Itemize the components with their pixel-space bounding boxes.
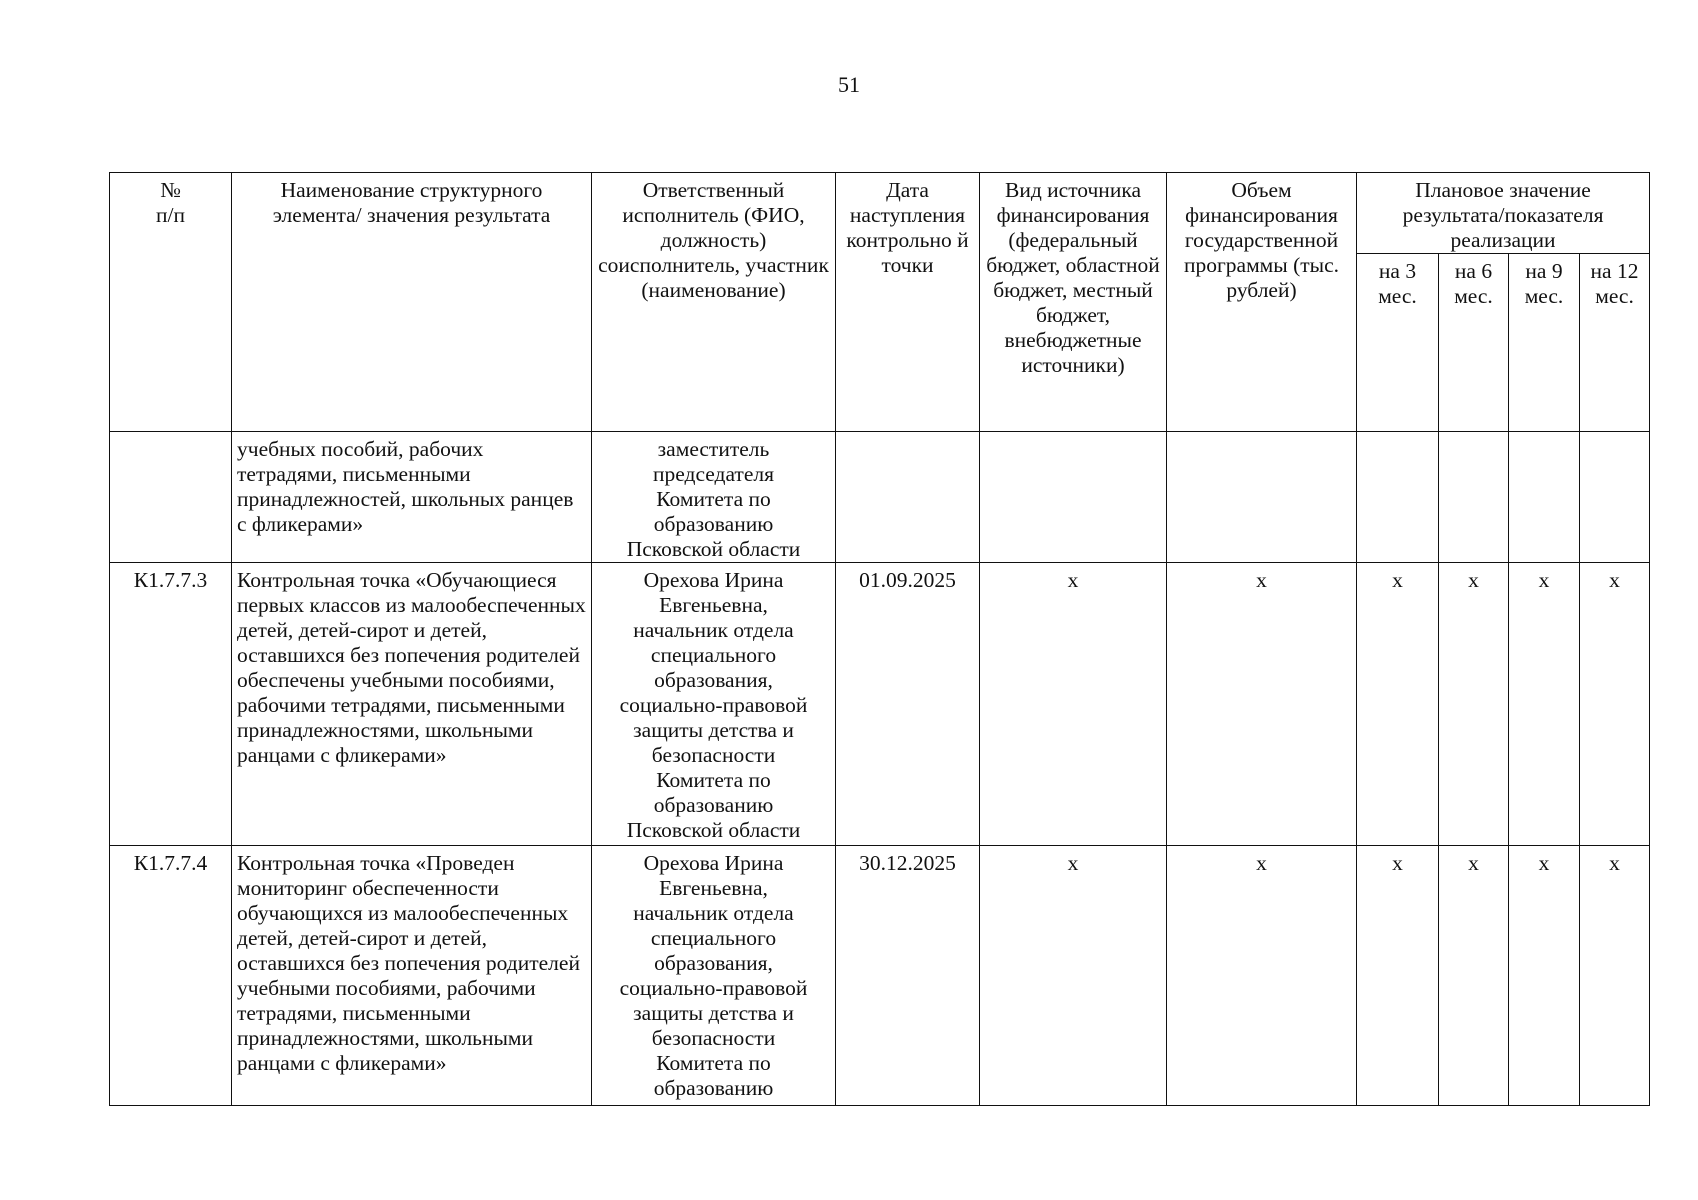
cell-date: 01.09.2025 (836, 563, 980, 846)
cell-volume: х (1167, 563, 1357, 846)
cell-m12 (1580, 432, 1650, 563)
cell-m9: х (1509, 846, 1580, 1106)
header-source: Вид источника финансирования (федеральный бюджет, областной бюджет, местный бюджет, внебюджетные источники) (980, 173, 1167, 432)
table-row (110, 563, 1650, 846)
table-row (110, 432, 1650, 563)
header-responsible: Ответственный исполнитель (ФИО, должность) соисполнитель, участник (наименование) (592, 173, 836, 432)
cell-responsible: Орехова Ирина Евгеньевна, начальник отдела специального образования, социально-правовой защиты детства и безопасности Комитета по образованию Псковской области (592, 563, 836, 846)
cell-m6 (1439, 432, 1509, 563)
cell-m12: х (1580, 563, 1650, 846)
header-m6: на 6 мес. (1439, 254, 1509, 432)
page-number: 51 (838, 72, 860, 97)
cell-responsible: Орехова Ирина Евгеньевна, начальник отдела специального образования, социально-правовой защиты детства и безопасности Комитета по образованию (592, 846, 836, 1106)
cell-source: х (980, 563, 1167, 846)
header-m9: на 9 мес. (1509, 254, 1580, 432)
header-num: № п/п (110, 173, 232, 432)
cell-name: учебных пособий, рабочих тетрадями, письменными принадлежностей, школьных ранцев с фликерами» (232, 432, 592, 563)
control-points-table (109, 172, 1650, 1106)
cell-m9 (1509, 432, 1580, 563)
cell-m3: х (1357, 846, 1439, 1106)
header-m12: на 12 мес. (1580, 254, 1650, 432)
cell-date: 30.12.2025 (836, 846, 980, 1106)
header-planned: Плановое значение результата/показателя реализации (1357, 173, 1650, 254)
cell-m9: х (1509, 563, 1580, 846)
cell-source: х (980, 846, 1167, 1106)
cell-num (110, 432, 232, 563)
cell-num: К1.7.7.4 (110, 846, 232, 1106)
cell-responsible: заместитель председателя Комитета по образованию Псковской области (592, 432, 836, 563)
cell-m12: х (1580, 846, 1650, 1106)
cell-m6: х (1439, 563, 1509, 846)
cell-m3 (1357, 432, 1439, 563)
cell-num: К1.7.7.3 (110, 563, 232, 846)
cell-m3: х (1357, 563, 1439, 846)
table-row (110, 846, 1650, 1106)
cell-name: Контрольная точка «Обучающиеся первых классов из малообеспеченных детей, детей-сирот и детей, оставшихся без попечения родителей обеспечены учебными пособиями, рабочими тетрадями, письменными принадлежностями, школьными ранцами с фликерами» (232, 563, 592, 846)
header-row (110, 173, 1650, 254)
cell-name: Контрольная точка «Проведен мониторинг обеспеченности обучающихся из малообеспеченных детей, детей-сирот и детей, оставшихся без попечения родителей учебными пособиями, рабочими тетрадями, письменными принадлежностями, школьными ранцами с фликерами» (232, 846, 592, 1106)
cell-source (980, 432, 1167, 563)
cell-volume (1167, 432, 1357, 563)
header-volume: Объем финансирования государственной программы (тыс. рублей) (1167, 173, 1357, 432)
cell-date (836, 432, 980, 563)
header-m3: на 3 мес. (1357, 254, 1439, 432)
cell-m6: х (1439, 846, 1509, 1106)
header-date: Дата наступления контрольно й точки (836, 173, 980, 432)
cell-volume: х (1167, 846, 1357, 1106)
header-name: Наименование структурного элемента/ значения результата (232, 173, 592, 432)
